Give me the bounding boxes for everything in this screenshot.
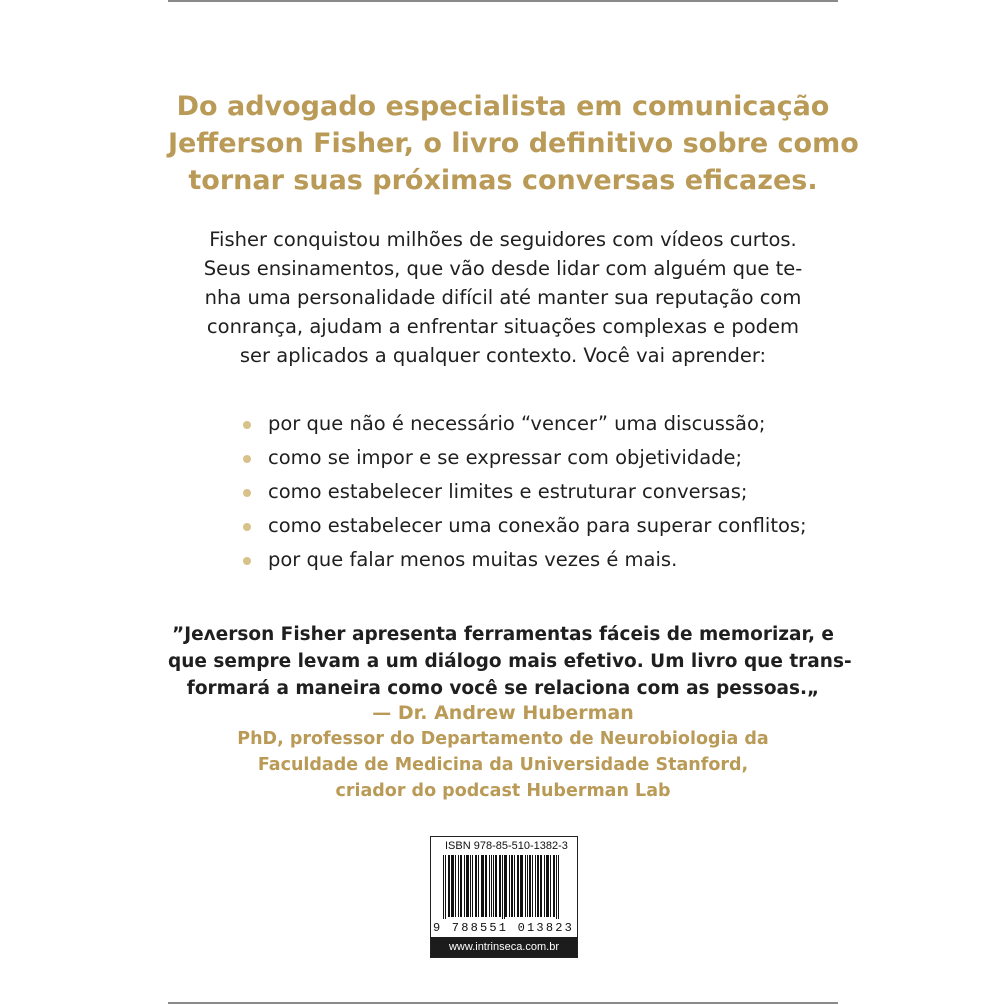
barcode-bar	[558, 855, 559, 919]
barcode-bar	[460, 855, 461, 917]
publisher-url: www.intrinseca.com.br	[431, 937, 577, 957]
barcode-bar	[553, 855, 554, 917]
barcode-bar	[482, 855, 483, 917]
barcode-bar	[481, 855, 482, 917]
intro-paragraph	[168, 225, 838, 370]
barcode-bar	[547, 855, 548, 917]
barcode-bar	[452, 855, 453, 917]
intro-line: Fisher conquistou milhões de seguidores com vídeos curtos.	[209, 228, 797, 251]
bullet-dot-icon	[243, 421, 251, 429]
barcode-bar	[530, 855, 531, 917]
barcode-bar	[532, 855, 533, 917]
intro-line: ser aplicados a qualquer contexto. Você vai aprender:	[239, 344, 767, 367]
bullet-dot-icon	[243, 557, 251, 565]
barcode-bar	[505, 855, 506, 917]
isbn-label: ISBN 978-85-510-1382-3	[445, 840, 568, 852]
barcode-bar	[489, 855, 490, 917]
barcode-bar	[458, 855, 459, 917]
barcode-bar	[467, 855, 468, 917]
headline-line: Jefferson Fisher, o livro definitivo sobre como	[168, 128, 859, 159]
barcode-bar	[485, 855, 486, 917]
credential-line: PhD, professor do Departamento de Neurobiologia da	[237, 729, 769, 749]
list-item	[240, 545, 807, 579]
list-item	[240, 511, 807, 545]
intro-line: nha uma personalidade difícil até manter sua reputação com	[204, 286, 802, 309]
barcode-bar	[466, 855, 467, 917]
barcode-bar	[517, 855, 518, 917]
barcode-bar	[504, 855, 505, 919]
barcode-bar	[461, 855, 462, 917]
quote-line: ”Jeʌerson Fisher apresenta ferramentas fáceis de memorizar, e	[172, 624, 834, 645]
barcode-bar	[443, 855, 444, 919]
barcode-bar	[478, 855, 479, 917]
headline-line: Do advogado especialista em comunicação	[176, 91, 830, 122]
barcode-icon	[443, 855, 565, 919]
barcode-bar	[451, 855, 452, 917]
barcode-bar	[514, 855, 515, 917]
barcode-bar	[556, 855, 557, 919]
isbn-barcode	[430, 836, 578, 958]
barcode-bar	[491, 855, 492, 917]
list-item	[240, 477, 807, 511]
list-item-text: como se impor e se expressar com objetividade;	[268, 446, 743, 469]
barcode-bar	[540, 855, 541, 917]
endorsement-quote	[168, 621, 852, 702]
list-item-text: por que falar menos muitas vezes é mais.	[268, 548, 678, 571]
list-item	[240, 443, 807, 477]
bullet-dot-icon	[243, 455, 251, 463]
quote-line: formará a maneira como você se relaciona com as pessoas.„	[186, 678, 820, 699]
author-credentials	[168, 726, 838, 804]
barcode-bar	[483, 855, 484, 917]
quote-line: que sempre levam a um diálogo mais efetivo. Um livro que trans-	[168, 651, 852, 672]
bottom-edge-line	[168, 1002, 838, 1004]
barcode-bar	[448, 855, 449, 917]
barcode-bar	[527, 855, 528, 917]
barcode-bar	[548, 855, 549, 917]
barcode-bar	[522, 855, 523, 917]
bullet-dot-icon	[243, 523, 251, 531]
barcode-bar	[520, 855, 521, 917]
intro-line: conrança, ajudam a enfrentar situações complexas e podem	[206, 315, 800, 338]
barcode-bar	[521, 855, 522, 917]
barcode-bar	[464, 855, 465, 917]
barcode-bar	[468, 855, 469, 917]
list-item-text: como estabelecer limites e estruturar conversas;	[268, 480, 748, 503]
barcode-bar	[476, 855, 477, 917]
top-edge-line	[168, 0, 838, 2]
barcode-bar	[500, 855, 501, 917]
barcode-bar	[470, 855, 471, 917]
list-item-text: por que não é necessário “vencer” uma discussão;	[268, 412, 766, 435]
barcode-bar	[475, 855, 476, 917]
learning-list	[240, 409, 807, 579]
barcode-bar	[495, 855, 496, 917]
barcode-digits: 9 788551 013823	[433, 921, 575, 935]
barcode-bar	[493, 855, 494, 917]
barcode-bar	[554, 855, 555, 917]
list-item-text: como estabelecer uma conexão para superar conflitos;	[268, 514, 807, 537]
barcode-bar	[509, 855, 510, 917]
barcode-bar	[455, 855, 456, 917]
bullet-dot-icon	[243, 489, 251, 497]
barcode-bar	[449, 855, 450, 917]
headline-line: tornar suas próximas conversas eficazes.	[188, 165, 818, 196]
barcode-bar	[546, 855, 547, 917]
barcode-bar	[511, 855, 512, 917]
barcode-bar	[486, 855, 487, 917]
barcode-bar	[499, 855, 500, 917]
barcode-bar	[502, 855, 503, 919]
barcode-bar	[535, 855, 536, 917]
barcode-bar	[445, 855, 446, 919]
barcode-bar	[529, 855, 530, 917]
barcode-bar	[541, 855, 542, 917]
author-name: — Dr. Andrew Huberman	[372, 702, 634, 724]
barcode-bar	[472, 855, 473, 917]
barcode-bar	[538, 855, 539, 917]
barcode-bar	[518, 855, 519, 917]
quote-author	[168, 700, 838, 727]
barcode-bar	[537, 855, 538, 917]
barcode-bar	[544, 855, 545, 917]
credential-line: criador do podcast Huberman Lab	[335, 781, 671, 801]
headline	[168, 88, 859, 199]
barcode-bar	[525, 855, 526, 917]
barcode-bar	[453, 855, 454, 917]
barcode-bar	[550, 855, 551, 917]
barcode-bar	[496, 855, 497, 917]
barcode-bar	[506, 855, 507, 917]
list-item	[240, 409, 807, 443]
intro-line: Seus ensinamentos, que vão desde lidar com alguém que te-	[203, 257, 803, 280]
barcode-bar	[512, 855, 513, 917]
credential-line: Faculdade de Medicina da Universidade Stanford,	[257, 755, 749, 775]
